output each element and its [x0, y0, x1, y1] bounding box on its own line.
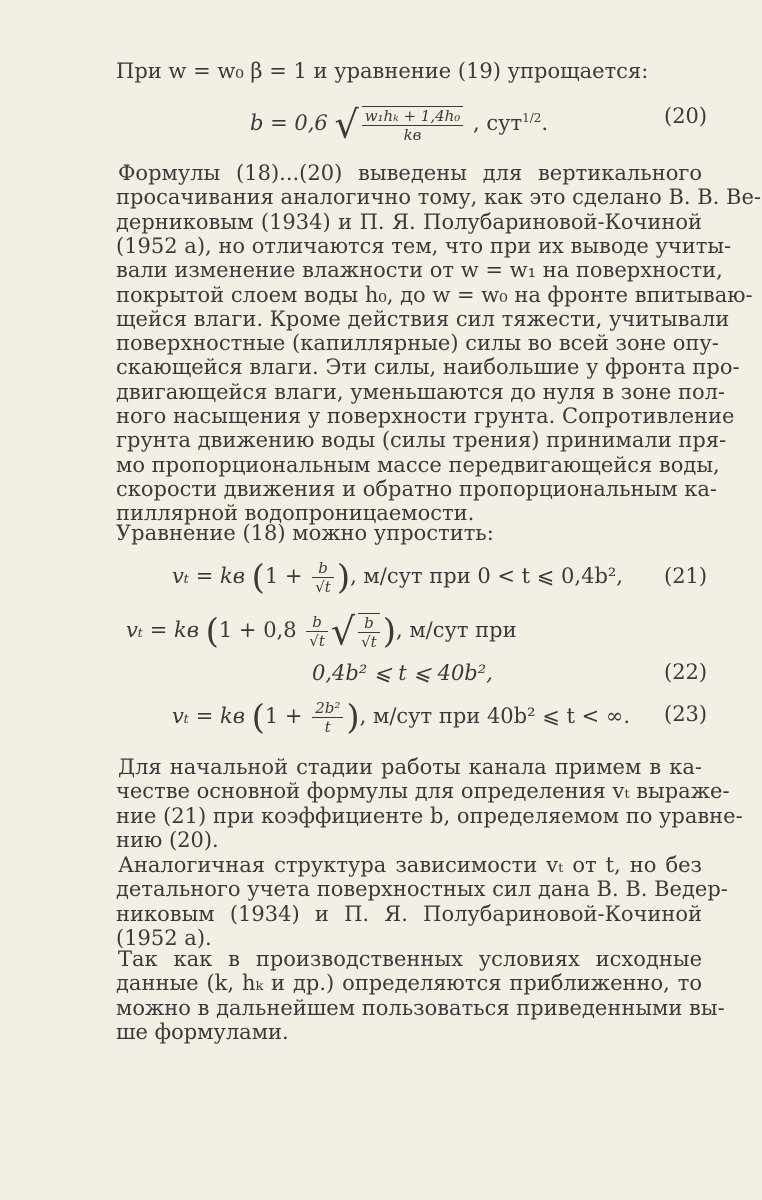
eq23-rest: , м/сут при 40b² ⩽ t < ∞. — [359, 704, 631, 728]
text-line: Для начальной стадии работы канала примем в ка- — [118, 755, 702, 779]
eq20-unit-exponent: 1/2 — [522, 111, 542, 125]
eq23-denominator: t — [324, 718, 331, 736]
text-line: щейся влаги. Кроме действия сил тяжести, учитывали — [116, 306, 730, 331]
sqrt-sign: √ — [330, 609, 356, 654]
text-line: просачивания аналогично тому, как это сделано В. В. Ве- — [116, 185, 761, 210]
eq23-one: 1 + — [264, 704, 303, 728]
text-line: Формулы (18)...(20) выведены для вертикального — [118, 161, 702, 185]
eq22-denominator: √t — [309, 632, 325, 650]
text-line: (1952 а). — [116, 925, 212, 950]
text-line: никовым (1934) и П. Я. Полубариновой-Кочиной — [116, 901, 702, 926]
eq21-lhs: vₜ = kв — [172, 564, 245, 588]
equation-21 — [172, 556, 623, 598]
text-line: покрытой слоем воды h₀, до w = w₀ на фронте впитываю- — [116, 282, 753, 307]
text-line: мо пропорциональным массе передвигающейся воды, — [116, 452, 720, 477]
sqrt-sign: √ — [334, 102, 359, 147]
left-paren: ( — [251, 697, 265, 738]
text-line: нию (20). — [116, 827, 219, 852]
text-line: ше формулами. — [116, 1019, 289, 1044]
eq21-number: (21) — [664, 564, 708, 588]
text-line: скающейся влаги. Эти силы, наибольшие у фронта про- — [116, 355, 740, 380]
text-line: поверхностные (капиллярные) силы во всей зоне опу- — [116, 331, 719, 356]
eq20-number: (20) — [664, 104, 708, 128]
eq20-unit: , сут — [473, 111, 523, 135]
eq22-lhs: vₜ = kв — [126, 618, 199, 642]
eq20-denominator: kв — [403, 125, 422, 144]
text-line: двигающейся влаги, уменьшаются до нуля в зоне пол- — [116, 379, 726, 404]
text-line: пиллярной водопроницаемости. — [116, 501, 475, 526]
eq22-fraction — [306, 613, 328, 650]
eq23-number: (23) — [664, 702, 708, 726]
eq22-condition: 0,4b² ⩽ t ⩽ 40b², — [312, 661, 493, 685]
eq22-numerator: b — [306, 613, 328, 632]
eq22-rest: , м/сут при — [395, 618, 517, 642]
eq21-fraction — [312, 559, 334, 596]
text-line: честве основной формулы для определения vₜ выраже- — [116, 779, 730, 804]
text-line: ние (21) при коэффициенте b, определяемом по уравне- — [116, 803, 743, 828]
left-paren: ( — [251, 557, 265, 598]
eq23-lhs: vₜ = kв — [172, 704, 245, 728]
equation-22 — [126, 608, 517, 654]
text-line: (1952 а), но отличаются тем, что при их выводе учиты- — [116, 233, 732, 258]
eq21-numerator: b — [312, 559, 334, 578]
eq21-rest: , м/сут при 0 < t ⩽ 0,4b², — [350, 564, 623, 588]
eq21-denominator: √t — [315, 578, 331, 596]
eq22-denominator-2: √t — [361, 632, 377, 651]
text-line: вали изменение влажности от w = w₁ на поверхности, — [116, 258, 723, 283]
intro-line: При w = w₀ β = 1 и уравнение (19) упрощается: — [116, 59, 649, 83]
eq20-dot: . — [541, 111, 549, 135]
text-line: данные (k, hₖ и др.) определяются приближенно, то — [116, 971, 702, 996]
eq20-numerator: w₁hₖ + 1,4h₀ — [362, 107, 464, 126]
text-line: Так как в производственных условиях исходные — [118, 947, 702, 971]
eq23-fraction — [312, 699, 343, 736]
equation-20 — [250, 98, 548, 145]
eq22-number: (22) — [664, 660, 708, 684]
eq21-one: 1 + — [264, 564, 303, 588]
paragraph-simplify: Уравнение (18) можно упростить: — [116, 521, 494, 545]
eq23-numerator: 2b² — [312, 699, 343, 718]
equation-23 — [172, 694, 630, 740]
right-paren: ) — [346, 697, 360, 738]
right-paren: ) — [336, 557, 351, 598]
eq20-fraction — [362, 106, 464, 144]
left-paren: ( — [205, 611, 219, 652]
eq22-one: 1 + 0,8 — [218, 618, 297, 642]
text-line: Аналогичная структура зависимости vₜ от t, но без — [118, 853, 702, 877]
text-line: грунта движению воды (силы трения) принимали пря- — [116, 428, 727, 453]
text-line: детального учета поверхностных сил дана В. В. Ведер- — [116, 877, 728, 902]
eq22-numerator-2: b — [358, 614, 380, 633]
text-line: скорости движения и обратно пропорциональным ка- — [116, 476, 717, 501]
right-paren: ) — [382, 611, 396, 652]
text-line: дерниковым (1934) и П. Я. Полубариновой-Кочиной — [116, 209, 702, 234]
text-line: можно в дальнейшем пользоваться приведенными вы- — [116, 995, 725, 1020]
text-line: ного насыщения у поверхности грунта. Сопротивление — [116, 404, 735, 428]
eq22-fraction-2 — [358, 613, 380, 651]
eq20-lhs: b = 0,6 — [250, 111, 328, 135]
